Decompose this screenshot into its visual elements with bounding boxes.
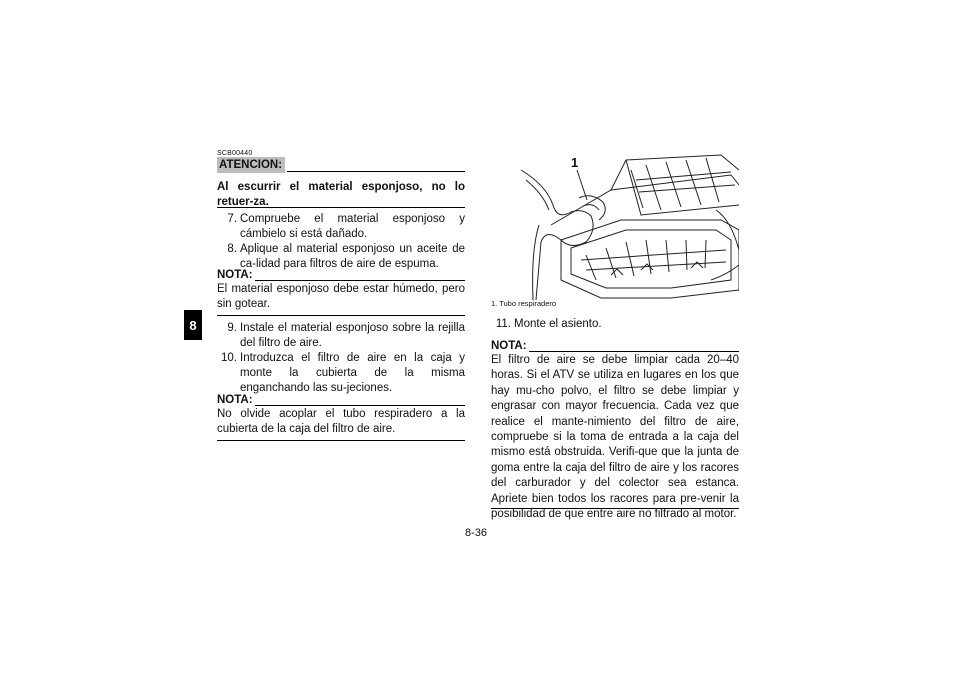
nota-end-rule-1 (217, 315, 465, 316)
step-number: 7. (227, 213, 237, 225)
nota-label: NOTA: (217, 394, 253, 406)
nota-end-rule-3 (491, 508, 739, 509)
section-tab: 8 (184, 310, 202, 340)
airbox-drawing (491, 150, 739, 300)
nota-header-3 (491, 339, 739, 353)
caution-rule (287, 171, 465, 172)
nota-text-1: El material esponjoso debe estar húmedo, pero sin gotear. (217, 283, 465, 311)
figure-callout: 1 (571, 155, 579, 170)
airbox-illustration (491, 150, 739, 300)
figure-caption: 1. Tubo respiradero (491, 299, 557, 308)
list-item (217, 351, 465, 396)
step-text: Monte el asiento. (514, 318, 602, 330)
step-number: 8. (227, 243, 237, 255)
step-text: Compruebe el material esponjoso y cámbielo si está dañado. (240, 213, 465, 240)
nota-header-1 (217, 268, 465, 282)
step-text: Introduzca el filtro de aire en la caja y monte la cubierta de la misma enganchando las su-jeciones. (240, 352, 465, 394)
caution-label: ATENCION: (217, 157, 285, 173)
nota-rule (255, 280, 465, 281)
step-text: Instale el material esponjoso sobre la rejilla del filtro de aire. (240, 322, 465, 349)
nota-label: NOTA: (491, 340, 527, 352)
page-number: 8-36 (465, 527, 488, 539)
step-number: 9. (227, 322, 237, 334)
caution-header (217, 157, 465, 173)
list-item (217, 321, 465, 351)
nota-rule (529, 351, 739, 352)
nota-label: NOTA: (217, 269, 253, 281)
nota-text-2: No olvide acoplar el tubo respiradero a la cubierta de la caja del filtro de aire. (217, 408, 465, 436)
list-item (217, 212, 465, 242)
list-item (491, 317, 739, 332)
nota-header-2 (217, 393, 465, 407)
steps-list-b (217, 321, 465, 396)
nota-end-rule-2 (217, 440, 465, 441)
nota-text-3: El filtro de aire se debe limpiar cada 20–40 horas. Si el ATV se utiliza en lugares en los que hay mu-cho polvo, el filtro se debe limpiar y engrasar con mayor frecuencia. Cada vez que realice el mante-nimiento del filtro de aire, compruebe si la toma de entrada a la caja del mismo está obstruida. Verifi-que que la junta de goma entre la caja del filtro de aire y los racores del carburador y del colector sea estanca. Apriete bien todos los racores para pre-venir la posibilidad de que entre aire no filtrado al motor. (491, 354, 739, 521)
steps-list-c (491, 317, 739, 332)
step-number: 10. (221, 352, 237, 364)
caution-end-rule (217, 207, 465, 208)
nota-rule (255, 405, 465, 406)
caution-code: SCB00440 (217, 150, 253, 157)
step-text: Aplique al material esponjoso un aceite de ca-lidad para filtros de aire de espuma. (240, 243, 465, 270)
caution-text: Al escurrir el material esponjoso, no lo retuer-za. (217, 181, 465, 208)
steps-list-a (217, 212, 465, 272)
step-number: 11. (495, 318, 511, 330)
